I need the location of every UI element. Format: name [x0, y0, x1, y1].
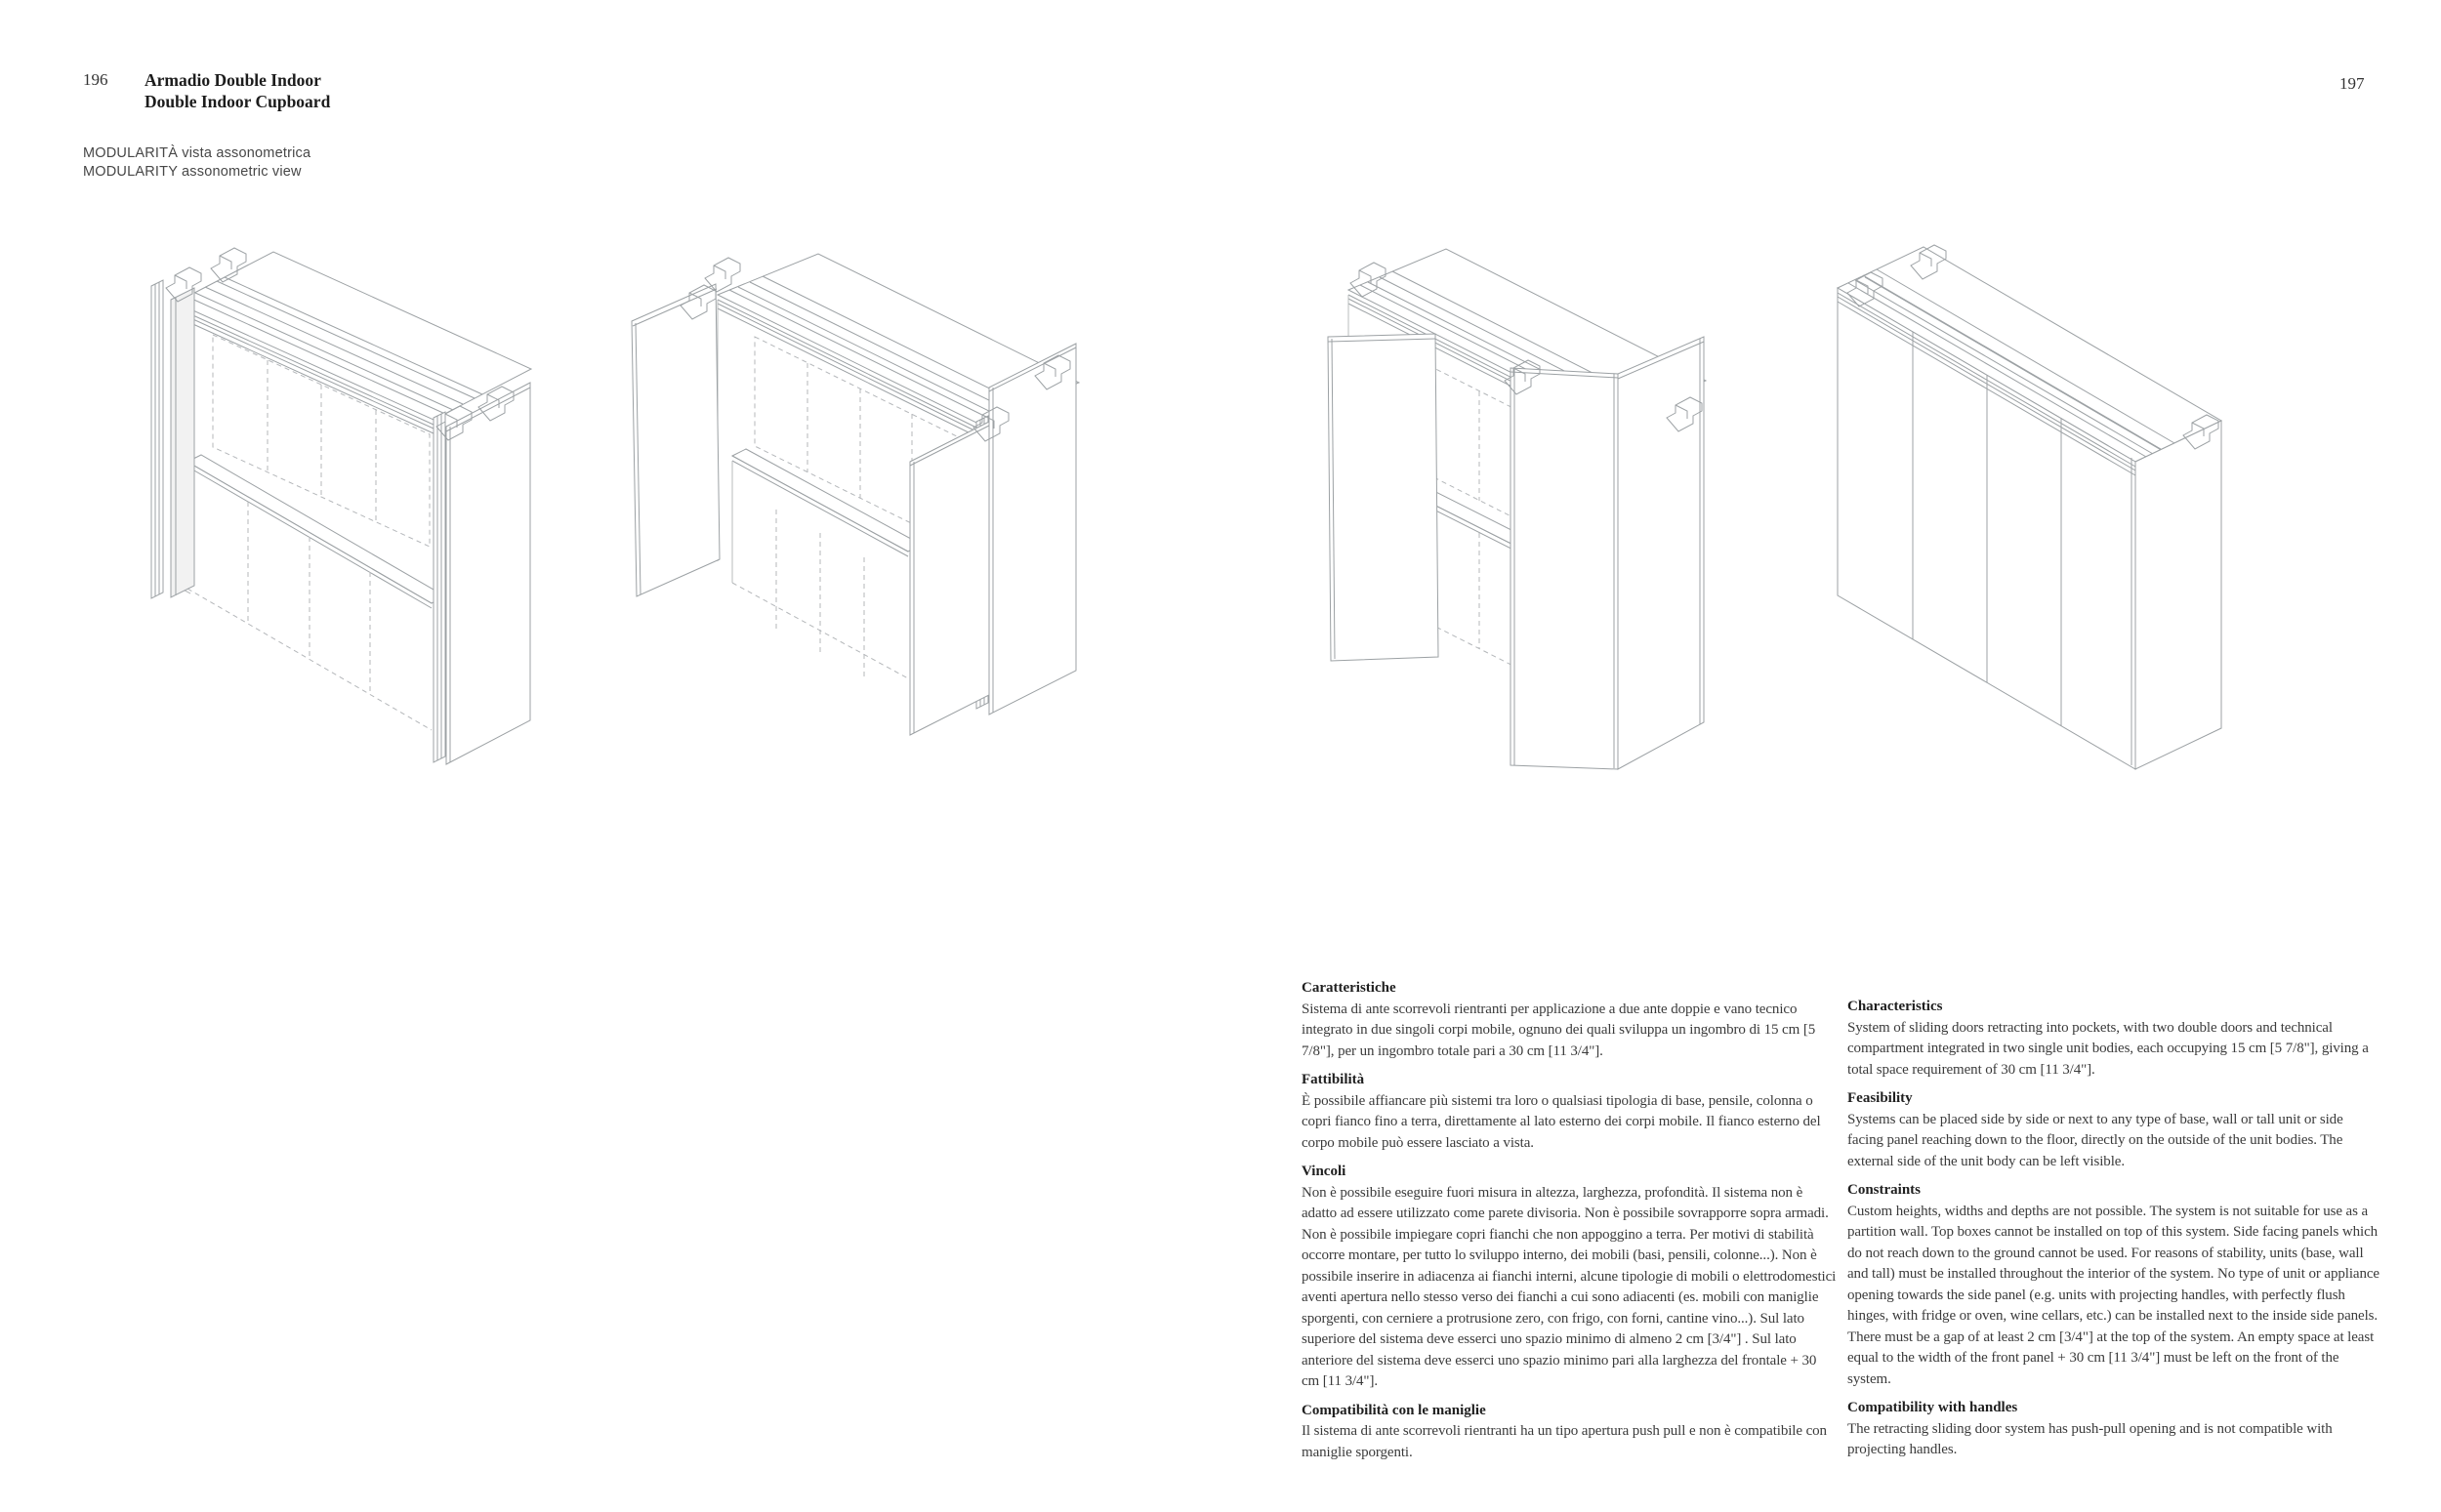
section-heading: Caratteristiche [1302, 980, 1396, 996]
modularity-caption-italian: MODULARITÀ vista assonometrica [83, 145, 311, 161]
figure-doors-extracted [630, 249, 1084, 766]
axonometric-drawing-4-icon [1836, 244, 2270, 776]
section-fattibilita [1302, 1070, 1837, 1154]
section-caratteristiche [1302, 978, 1837, 1062]
section-body: The retracting sliding door system has push-pull opening and is not compatible with projecting handles. [1847, 1420, 2333, 1457]
section-body: System of sliding doors retracting into pockets, with two double doors and technical compartment integrated in two single unit bodies, each occupying 15 cm [5 7/8"], giving a total space requirement of 30 cm [11 3/4"]. [1847, 1019, 2369, 1078]
section-vincoli [1302, 1162, 1837, 1393]
modularity-caption [83, 144, 310, 181]
figure-doors-closed [1836, 244, 2270, 781]
page-title-english: Double Indoor Cupboard [145, 92, 331, 111]
section-heading: Fattibilità [1302, 1072, 1365, 1087]
axonometric-drawing-2-icon [630, 249, 1084, 761]
section-characteristics [1847, 997, 2382, 1081]
text-column-english [1847, 997, 2382, 1461]
section-body: È possibile affiancare più sistemi tra loro o qualsiasi tipologia di base, pensile, colonna o copri fianco fino a terra, direttamente al lato esterno dei corpi mobile. Il fianco esterno del corpo mobile può essere lasciato a vista. [1302, 1092, 1821, 1151]
page-title-italian: Armadio Double Indoor [145, 70, 321, 90]
page-title [145, 69, 330, 112]
figure-doors-open [146, 239, 537, 791]
section-feasibility [1847, 1088, 2382, 1172]
section-body: Il sistema di ante scorrevoli rientranti ha un tipo apertura push pull e non è compatibile con maniglie sporgenti. [1302, 1423, 1827, 1460]
section-constraints [1847, 1180, 2382, 1390]
section-body: Custom heights, widths and depths are not possible. The system is not suitable for use as a partition wall. Top boxes cannot be installed on top of this system. Side facing panels which do not reach down to the ground cannot be used. For reasons of stability, units (base, wall and tall) must be installed throughout the interior of the system. No type of unit or appliance opening towards the side panel (e.g. units with projecting handles, with perfectly flush hinges, with fridge or oven, wine cellars, etc.) can be installed next to the inside side panels. There must be a gap of at least 2 cm [3/4"] at the top of the system. An empty space at least equal to the width of the front panel + 30 cm [11 3/4"] must be left on the front of the system. [1847, 1203, 2379, 1387]
modularity-caption-english: MODULARITY assonometric view [83, 163, 302, 180]
section-heading: Constraints [1847, 1182, 1922, 1198]
section-body: Systems can be placed side by side or next to any type of base, wall or tall unit or side facing panel reaching down to the floor, directly on the outside of the unit bodies. The external side of the unit body can be left visible. [1847, 1111, 2343, 1169]
page-number-left: 196 [83, 70, 108, 89]
page-number-right: 197 [2339, 74, 2365, 93]
figure-doors-half-closed [1323, 244, 1801, 781]
section-heading: Compatibilità con le maniglie [1302, 1402, 1486, 1418]
section-heading: Characteristics [1847, 999, 1943, 1014]
section-body: Non è possibile eseguire fuori misura in altezza, larghezza, profondità. Il sistema non è adatto ad essere utilizzato come parete divisoria. Non è possibile sovrapporre sopra armadi. Non è possibile impiegare copri fianchi che non appoggino a terra. Per motivi di stabilità occorre montare, per tutto lo sviluppo interno, dei mobili (basi, pensili, colonne...). Non è possibile inserire in adiacenza ai fianchi interni, alcune tipologie di mobili o elettrodomestici aventi apertura nello stesso verso dei fianchi a cui sono adiacenti (es. mobili con maniglie sporgenti, con cerniere a protrusione zero, con frigo, con forni, cantine vino...). Sul lato superiore del sistema deve esserci uno spazio minimo di almeno 2 cm [3/4"] . Sul lato anteriore del sistema deve esserci uno spazio minimo pari alla larghezza del frontale + 30 cm [11 3/4"]. [1302, 1184, 1837, 1389]
section-body: Sistema di ante scorrevoli rientranti per applicazione a due ante doppie e vano tecnico integrato in due singoli corpi mobile, ognuno dei quali sviluppa un ingombro di 15 cm [5 7/8"], per un ingombro totale pari a 30 cm [11 3/4"]. [1302, 1001, 1816, 1059]
axonometric-drawing-1-icon [146, 239, 537, 786]
section-heading: Vincoli [1302, 1164, 1346, 1179]
section-heading: Feasibility [1847, 1090, 1913, 1106]
section-heading: Compatibility with handles [1847, 1400, 2018, 1415]
text-column-italian [1302, 978, 1837, 1463]
section-compatibility-handles [1847, 1398, 2382, 1461]
axonometric-drawing-3-icon [1323, 244, 1801, 776]
section-compatibilita-maniglie [1302, 1401, 1837, 1464]
